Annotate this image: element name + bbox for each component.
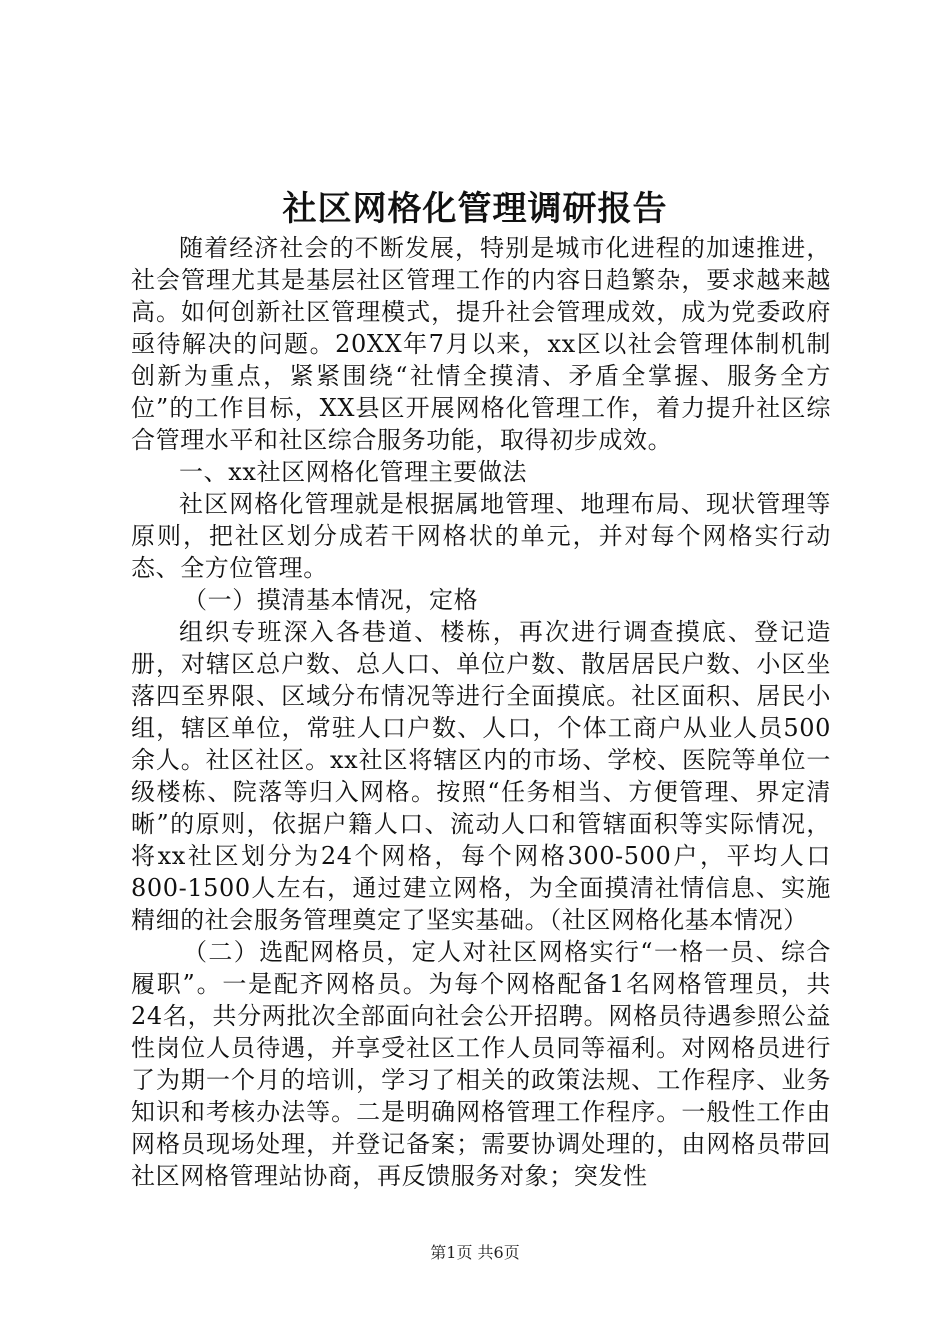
document-title: 社区网格化管理调研报告 — [282, 189, 668, 229]
body-paragraph: 社区网格化管理就是根据属地管理、地理布局、现状管理等原则，把社区划分成若干网格状的单元，并对每个网格实行动态、全方位管理。 — [131, 490, 831, 582]
page-number-footer: 第1页 共6页 — [430, 1243, 520, 1262]
body-paragraph: 组织专班深入各巷道、楼栋，再次进行调查摸底、登记造册，对辖区总户数、总人口、单位户数、散居居民户数、小区坐落四至界限、区域分布情况等进行全面摸底。社区面积、居民小组，辖区单位，常驻人口户数、人口，个体工商户从业人员500余人。社区社区。xx社区将辖区内的市场、学校、医院等单位一级楼栋、院落等归入网格。按照“任务相当、方便管理、界定清晰”的原则，依据户籍人口、流动人口和管辖面积等实际情况，将xx社区划分为24个网格，每个网格300-500户，平均人口800-1500人左右，通过建立网格，为全面摸清社情信息、实施精细的社会服务管理奠定了坚实基础。（社区网格化基本情况） — [131, 618, 831, 934]
subsection-heading: （一）摸清基本情况，定格 — [183, 586, 479, 614]
intro-paragraph: 随着经济社会的不断发展，特别是城市化进程的加速推进，社会管理尤其是基层社区管理工作的内容日趋繁杂，要求越来越高。如何创新社区管理模式，提升社会管理成效，成为党委政府亟待解决的问题。20XX年7月以来，xx区以社会管理体制机制创新为重点，紧紧围绕“社情全摸清、矛盾全掌握、服务全方位”的工作目标，XX县区开展网格化管理工作，着力提升社区综合管理水平和社区综合服务功能，取得初步成效。 — [131, 234, 831, 454]
body-paragraph: （二）选配网格员，定人对社区网格实行“一格一员、综合履职”。一是配齐网格员。为每个网格配备1名网格管理员，共24名，共分两批次全部面向社会公开招聘。网格员待遇参照公益性岗位人员待遇，并享受社区工作人员同等福利。对网格员进行了为期一个月的培训，学习了相关的政策法规、工作程序、业务知识和考核办法等。二是明确网格管理工作程序。一般性工作由网格员现场处理，并登记备案；需要协调处理的，由网格员带回社区网格管理站协商，再反馈服务对象；突发性 — [131, 938, 831, 1190]
section-heading: 一、xx社区网格化管理主要做法 — [179, 458, 528, 486]
document-body — [131, 232, 831, 1192]
